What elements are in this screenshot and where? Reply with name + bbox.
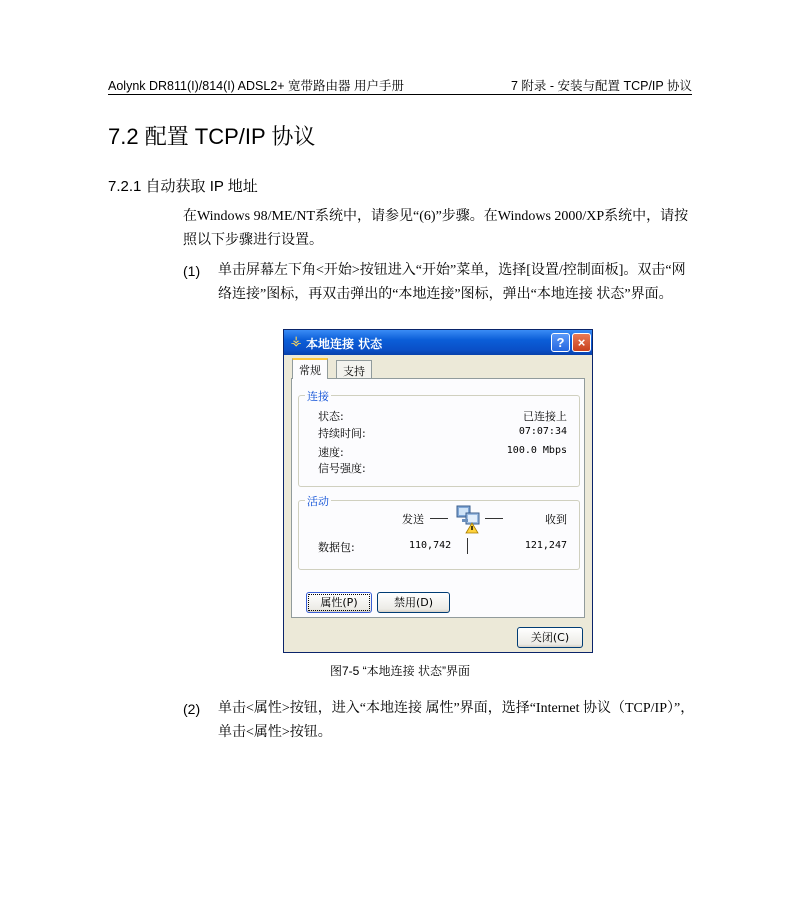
step-number: (1): [183, 263, 201, 279]
received-activity-line: [485, 518, 503, 519]
step-1: [183, 259, 698, 331]
local-connection-status-dialog: [283, 329, 593, 653]
received-label: 收到: [545, 513, 567, 526]
network-connection-icon: ⚶: [290, 334, 302, 349]
speed-label: 速度:: [318, 446, 344, 459]
activity-group: [298, 495, 580, 570]
sent-label: 发送: [402, 513, 424, 526]
subsection-title: 7.2.1 自动获取 IP 地址: [108, 178, 258, 195]
close-window-button[interactable]: ×: [572, 333, 591, 352]
packets-label: 数据包:: [318, 541, 355, 554]
duration-value: 07:07:34: [518, 426, 567, 437]
intro-paragraph: 在Windows 98/ME/NT系统中，请参见“(6)”步骤。在Windows 2000/XP系统中，请按照以下步骤进行设置。: [183, 209, 689, 248]
disable-button[interactable]: 禁用(D): [377, 592, 450, 613]
tab-support[interactable]: 支持: [336, 360, 372, 378]
speed-value: 100.0 Mbps: [506, 445, 567, 456]
connection-group: [298, 390, 580, 487]
running-header-left: Aolynk DR811(I)/814(I) ADSL2+ 宽带路由器 用户手册: [108, 79, 405, 93]
step-number: (2): [183, 701, 201, 717]
step-text: 单击屏幕左下角<开始>按钮进入“开始”菜单，选择[设置/控制面板]。双击“网络连接”图标，再双击弹出的“本地连接”图标，弹出“本地连接 状态”界面。: [218, 263, 686, 302]
close-button[interactable]: 关闭(C): [517, 627, 583, 648]
activity-legend: 活动: [307, 495, 329, 508]
received-packets-value: 121,247: [524, 540, 567, 551]
tab-general[interactable]: 常规: [292, 358, 328, 379]
section-title: 7.2 配置 TCP/IP 协议: [108, 124, 316, 149]
signal-strength-label: 信号强度:: [318, 462, 366, 475]
help-button[interactable]: ?: [551, 333, 570, 352]
sent-packets-value: 110,742: [409, 540, 452, 551]
status-label: 状态:: [318, 410, 344, 423]
dialog-titlebar: [284, 330, 592, 355]
connection-legend: 连接: [307, 390, 329, 403]
status-value: 已连接上: [523, 410, 567, 423]
figure-caption: 图7-5 “本地连接 状态”界面: [329, 664, 470, 678]
running-header-right: 7 附录 - 安装与配置 TCP/IP 协议: [510, 79, 692, 93]
sent-activity-line: [430, 518, 448, 519]
duration-label: 持续时间:: [318, 427, 366, 440]
header-rule: [108, 94, 692, 95]
network-computers-icon: [454, 504, 484, 534]
step-2: [183, 697, 698, 745]
properties-button[interactable]: 属性(P): [306, 592, 372, 613]
activity-divider: [467, 538, 468, 554]
step-text: 单击<属性>按钮，进入“本地连接 属性”界面，选择“Internet 协议（TCP/IP）”，单击<属性>按钮。: [218, 701, 695, 740]
dialog-title: 本地连接 状态: [306, 337, 383, 351]
